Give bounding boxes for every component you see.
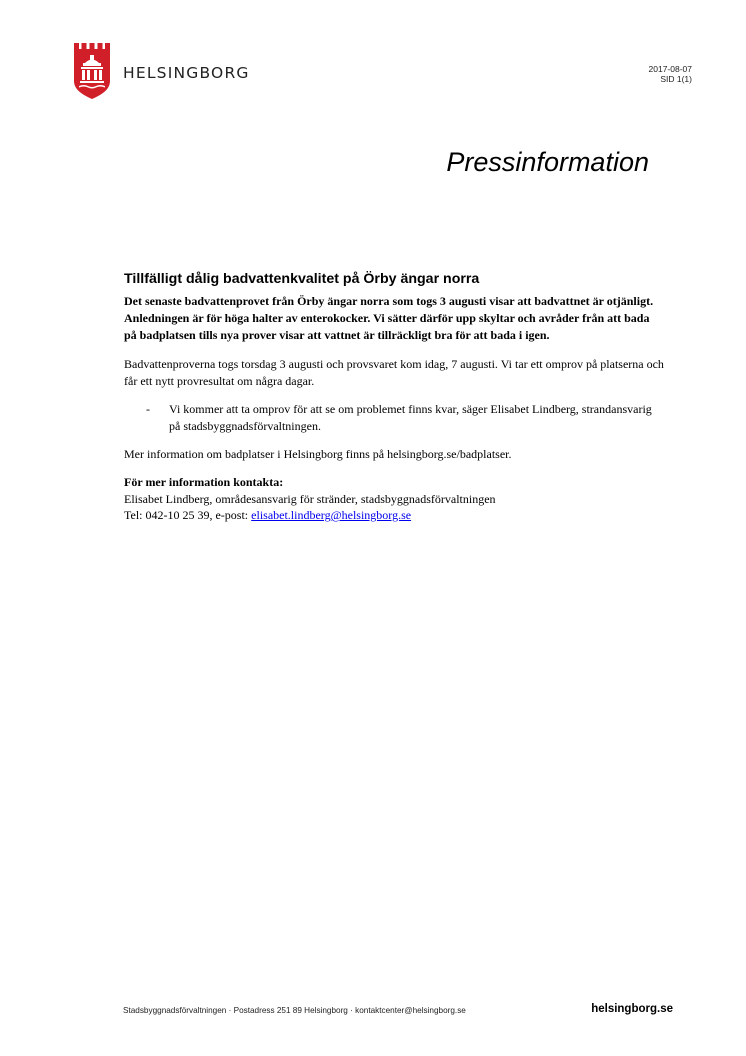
body-paragraph: Badvattenproverna togs torsdag 3 augusti och provsvaret kom idag, 7 augusti. Vi tar ett omprov på platserna och får ett nytt provresultat om några dagar.: [124, 357, 664, 388]
contact-name: Elisabet Lindberg, områdesansvarig för stränder, stadsbyggnadsförvaltningen: [124, 491, 496, 506]
press-release-body: [124, 271, 664, 524]
page-number: SID 1(1): [660, 74, 692, 84]
footer-address: Stadsbyggnadsförvaltningen · Postadress 251 89 Helsingborg · kontaktcenter@helsingborg.se: [123, 1006, 466, 1015]
document-meta: [649, 64, 692, 84]
contact-heading: För mer information kontakta:: [124, 475, 284, 489]
info-paragraph: Mer information om badplatser i Helsingborg finns på helsingborg.se/badplatser.: [124, 447, 512, 461]
document-type-title: Pressinformation: [446, 147, 649, 177]
document-date: 2017-08-07: [648, 64, 692, 74]
quote-bullet: [124, 401, 664, 435]
org-name: HELSINGBORG: [123, 64, 250, 82]
contact-email-link[interactable]: elisabet.lindberg@helsingborg.se: [251, 508, 412, 522]
helsingborg-crest-logo: [74, 43, 110, 99]
lead-paragraph: Det senaste badvattenprovet från Örby ängar norra som togs 3 augusti visar att badvattnet är otjänligt. Anledningen är för höga halter av enterokocker. Vi sätter därför upp skyltar och avråder från att bada på badplatsen tills nya prover visar att vattnet är tillräckligt bra för att bada i igen.: [124, 294, 654, 342]
bullet-marker: -: [146, 402, 150, 416]
contact-block: [124, 474, 664, 524]
footer-website: helsingborg.se: [591, 1003, 673, 1015]
contact-phone: Tel: 042-10 25 39, e-post:: [124, 508, 252, 522]
quote-text: Vi kommer att ta omprov för att se om problemet finns kvar, säger Elisabet Lindberg, strandansvarig på stadsbyggnadsförvaltningen.: [169, 402, 652, 433]
contact-line: [124, 507, 664, 524]
headline: Tillfälligt dålig badvattenkvalitet på Örby ängar norra: [124, 271, 480, 287]
